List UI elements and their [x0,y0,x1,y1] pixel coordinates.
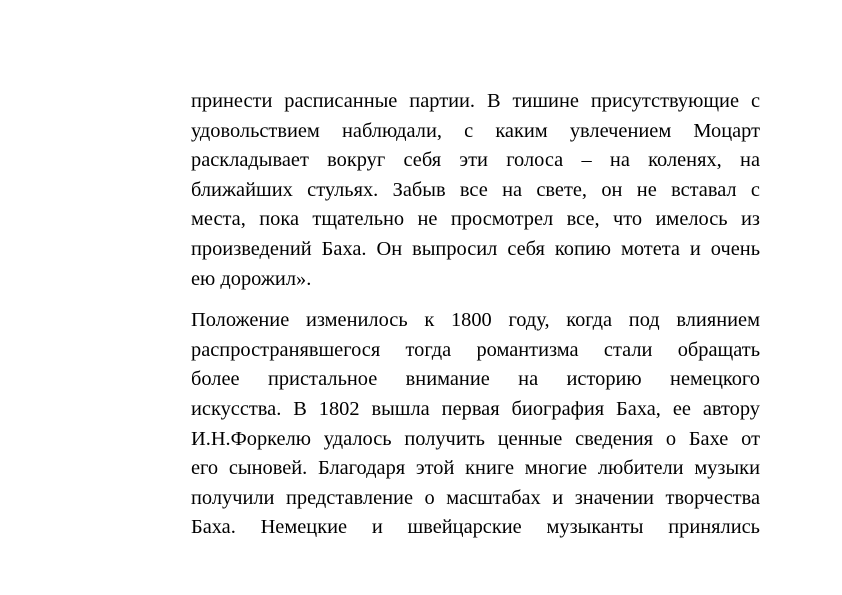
text-line: более пристальное внимание на историю немецкого [191,368,760,391]
text-line: его сыновей. Благодаря этой книге многие любители музыки [191,457,760,480]
text-line: удовольствием наблюдали, с каким увлечением Моцарт [191,119,760,142]
text-line: ближайших стульях. Забыв все на свете, он не вставал с [191,178,760,201]
text-line: раскладывает вокруг себя эти голоса – на коленях, на [191,149,760,172]
text-line: Положение изменилось к 1800 году, когда под влиянием [191,309,760,332]
text-line: распространявшегося тогда романтизма стали обращать [191,338,760,361]
text-line: произведений Баха. Он выпросил себя копию мотета и очень [191,237,760,260]
text-line: И.Н.Форкелю удалось получить ценные сведения о Бахе от [191,427,760,450]
text-line: принести расписанные партии. В тишине присутствующие с [191,90,760,112]
text-line: получили представление о масштабах и значении творчества [191,486,760,509]
text-line: места, пока тщательно не просмотрел все, что имелось из [191,208,760,231]
text-line: искусства. В 1802 вышла первая биография Баха, ее автору [191,397,760,420]
text-line: ею дорожил». [191,267,312,290]
body-text [191,87,760,543]
text-line: Баха. Немецкие и швейцарские музыканты принялись [191,516,760,539]
paragraph-mozart-quote [191,87,760,294]
paragraph-romanticism [191,306,760,543]
